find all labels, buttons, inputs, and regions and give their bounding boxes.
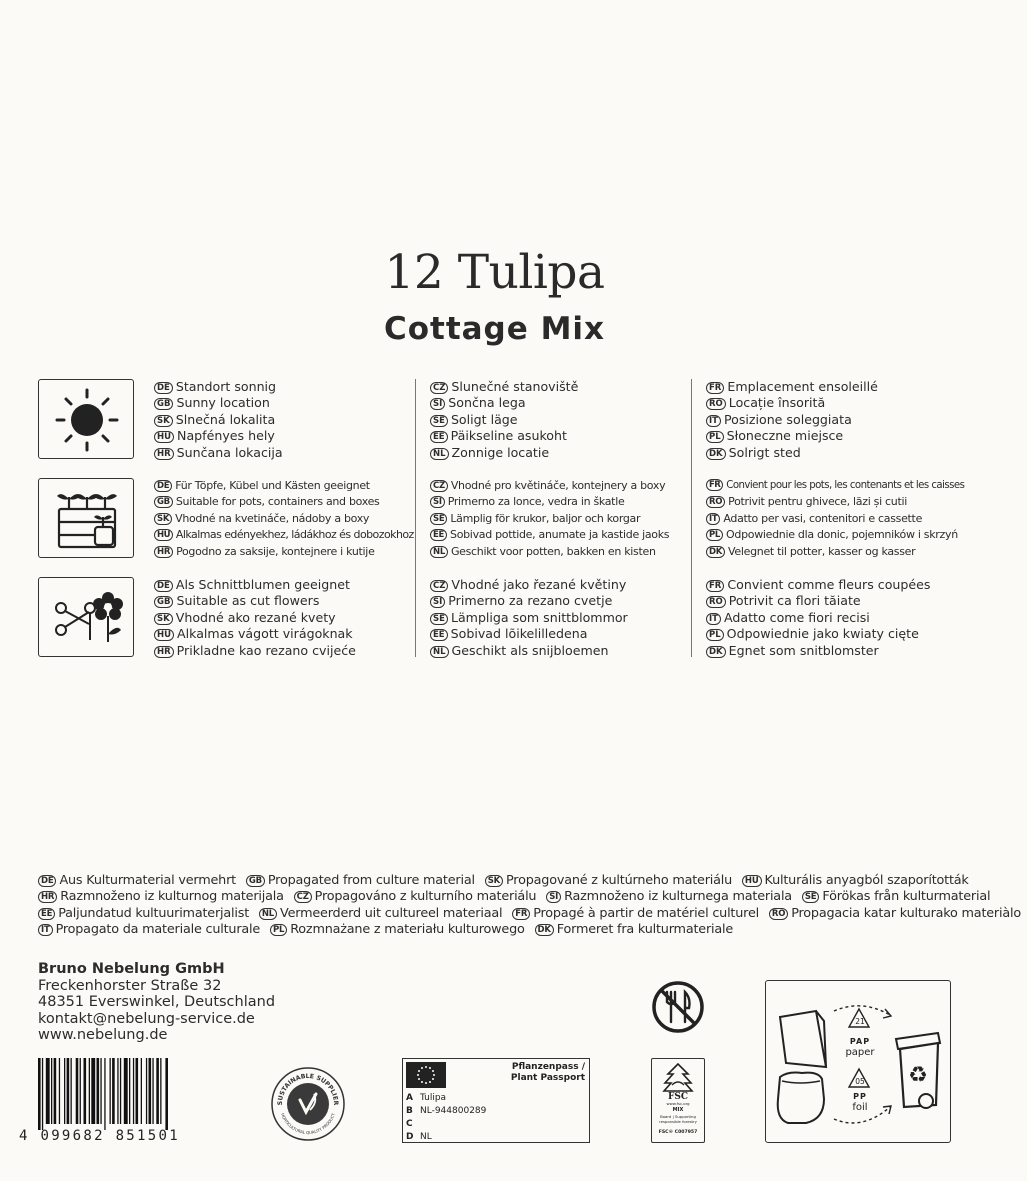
country-code: HR — [154, 646, 174, 658]
barcode-bar — [54, 1058, 57, 1124]
passport-value: NL — [420, 1132, 432, 1142]
info-text: Convient comme fleurs coupées — [727, 577, 931, 592]
info-text: Napfényes hely — [177, 428, 275, 444]
foil-code: 05 — [855, 1077, 865, 1086]
country-code: RO — [706, 596, 726, 608]
info-text: Primerno za rezano cvetje — [448, 593, 613, 609]
barcode-bar — [64, 1058, 65, 1124]
company-email[interactable]: kontakt@nebelung-service.de — [38, 1010, 255, 1027]
company-address — [38, 961, 275, 1044]
info-text: Sobivad pottide, anumate ja kastide jaoks — [450, 528, 670, 542]
country-code: HR — [38, 891, 57, 903]
info-text: Vhodné pro květináče, kontejnery a boxy — [450, 479, 666, 492]
passport-value: Tulipa — [420, 1093, 447, 1103]
info-column — [154, 577, 424, 659]
info-text: Päikseline asukoht — [450, 428, 567, 444]
passport-key: A — [406, 1093, 413, 1103]
country-code: DE — [154, 480, 172, 492]
country-code: SI — [430, 596, 445, 608]
country-code: HU — [154, 431, 174, 443]
barcode-bar — [156, 1058, 159, 1124]
info-text: Geschikt voor potten, bakken en kisten — [450, 544, 656, 558]
country-code: DE — [38, 875, 56, 887]
fsc-brand: FSC — [667, 1092, 689, 1102]
info-text: Alkalmas edényekhez, ládákhoz és dobozokhoz — [175, 528, 414, 542]
barcode-bar — [117, 1058, 118, 1124]
svg-text:♻: ♻ — [908, 1063, 928, 1088]
country-code: CZ — [430, 382, 448, 394]
planter-box-icon — [38, 478, 134, 558]
country-code: SE — [430, 415, 448, 427]
barcode-bar — [100, 1058, 101, 1124]
barcode-bar — [104, 1058, 105, 1130]
plant-passport — [402, 1058, 590, 1143]
info-column — [430, 478, 700, 560]
info-column — [706, 379, 976, 461]
barcode-bar — [124, 1058, 128, 1124]
no-cutlery-icon — [651, 980, 705, 1034]
country-code: GB — [246, 875, 265, 887]
sun-icon — [38, 379, 134, 459]
propagation-text: Rozmnażane z materiału kulturowego — [290, 922, 525, 938]
country-code: SK — [154, 613, 173, 625]
country-code: HR — [154, 448, 174, 460]
country-code: EE — [430, 629, 448, 641]
barcode-bar — [51, 1058, 52, 1124]
propagation-text: Propagato da materiale culturale — [55, 922, 261, 938]
info-text: Posizione soleggiata — [723, 411, 852, 427]
country-code: DK — [706, 646, 726, 658]
country-code: CZ — [430, 480, 448, 492]
company-website[interactable]: www.nebelung.de — [38, 1027, 168, 1044]
seal-subtext: HORTICULTURAL QUALITY PRODUCT — [280, 1112, 336, 1136]
country-code: EE — [430, 431, 448, 443]
barcode-bar — [91, 1058, 95, 1124]
passport-title-en: Plant Passport — [510, 1073, 585, 1083]
info-text: Solrigt sted — [728, 444, 801, 460]
barcode-bar — [112, 1058, 115, 1124]
country-code: DK — [706, 448, 726, 460]
country-code: DK — [706, 546, 725, 558]
country-code: RO — [706, 398, 726, 410]
country-code: PL — [706, 431, 724, 443]
country-code: CZ — [430, 580, 448, 592]
barcode-bar — [136, 1058, 139, 1124]
info-text: Slunečné stanoviště — [451, 379, 579, 394]
scissors-flower-icon — [38, 577, 134, 657]
info-text: Vhodné na kvetináče, nádoby a boxy — [175, 511, 370, 525]
info-text: Convient pour les pots, les contenants et les caisses — [726, 480, 965, 491]
fsc-mix-label: MIX — [672, 1107, 684, 1113]
fsc-desc: responsible forestry — [659, 1119, 697, 1124]
country-code: GB — [154, 496, 173, 508]
country-code: RO — [706, 496, 725, 508]
country-code: SE — [430, 513, 447, 525]
info-text: Adatto per vasi, contenitori e cassette — [723, 511, 923, 525]
country-code: PL — [706, 629, 724, 641]
barcode-bar — [76, 1058, 79, 1124]
barcode-bar — [59, 1058, 60, 1124]
info-text: Soligt läge — [450, 411, 518, 427]
fsc-site: www.fsc.org — [666, 1101, 690, 1106]
info-column — [706, 478, 976, 560]
foil-label: foil — [852, 1102, 868, 1113]
country-code: SK — [154, 513, 172, 525]
recycling-bin-icon — [896, 1033, 940, 1108]
info-column — [154, 379, 424, 461]
barcode-bar — [84, 1058, 87, 1124]
info-text: Słoneczne miejsce — [726, 428, 844, 444]
country-code: HU — [154, 529, 173, 541]
country-code: FR — [512, 908, 530, 920]
info-text: Geschikt als snijbloemen — [451, 642, 609, 658]
country-code: EE — [430, 529, 447, 541]
country-code: DK — [535, 924, 554, 936]
barcode-bar — [71, 1058, 72, 1124]
info-text: Als Schnittblumen geeignet — [175, 577, 350, 592]
info-text: Potrivit pentru ghivece, lăzi și cutii — [728, 495, 907, 509]
info-text: Potrivit ca flori tăiate — [728, 593, 861, 609]
country-code: GB — [154, 596, 173, 608]
barcode-digit-group: 099682 — [40, 1128, 105, 1144]
product-title: 12 Tulipa — [384, 245, 605, 300]
eu-flag-icon — [406, 1062, 446, 1088]
info-text: Lämplig för krukor, baljor och korgar — [450, 511, 641, 525]
country-code: HU — [742, 875, 762, 887]
country-code: FR — [706, 382, 724, 394]
propagation-text: Förökas från kulturmaterial — [822, 889, 991, 905]
barcode-bar — [38, 1058, 41, 1130]
propagation-text: Razmnoženo iz kulturnega materiala — [564, 889, 792, 905]
info-column — [430, 379, 700, 461]
country-code: FR — [706, 580, 724, 592]
product-subtitle: Cottage Mix — [383, 311, 606, 347]
info-text: Sunny location — [176, 395, 270, 411]
info-text: Suitable for pots, containers and boxes — [175, 495, 380, 509]
barcode-bar — [146, 1058, 147, 1124]
passport-value: NL-944800289 — [420, 1106, 487, 1116]
info-text: Velegnet til potter, kasser og kasser — [728, 544, 916, 558]
info-column — [154, 478, 424, 560]
company-name: Bruno Nebelung GmbH — [38, 961, 225, 977]
barcode-bar — [89, 1058, 90, 1124]
country-code: SI — [430, 398, 445, 410]
barcode-bar — [160, 1058, 161, 1124]
paper-icon — [780, 1011, 826, 1067]
info-text: Sončna lega — [448, 395, 526, 411]
barcode-bar — [80, 1058, 81, 1124]
company-street: Freckenhorster Straße 32 — [38, 977, 222, 994]
fsc-code: FSC® C007957 — [658, 1130, 698, 1135]
country-code: DE — [154, 382, 173, 394]
barcode-bar — [165, 1058, 168, 1130]
country-code: EE — [38, 908, 55, 920]
propagation-text: Kulturális anyagból szaporították — [764, 873, 969, 888]
info-text: Locație însorită — [728, 395, 826, 411]
info-text: Sobivad lõikelilledena — [450, 626, 588, 642]
info-text: Suitable as cut flowers — [176, 593, 320, 609]
country-code: GB — [154, 398, 173, 410]
passport-key: D — [406, 1132, 414, 1142]
country-code: SK — [154, 415, 173, 427]
recycling-box — [765, 980, 951, 1143]
passport-key: C — [406, 1119, 413, 1129]
country-code: SI — [546, 891, 561, 903]
country-code: IT — [706, 415, 721, 427]
seal-text: SUSTAINABLE SUPPLIER — [276, 1072, 340, 1106]
info-text: Primerno za lonce, vedra in škatle — [447, 495, 625, 509]
info-column — [706, 577, 976, 659]
info-text: Odpowiednie dla donic, pojemników i skrzyń — [726, 528, 958, 542]
country-code: SK — [485, 875, 503, 887]
paper-abbr: PAP — [849, 1037, 871, 1046]
propagation-text: Propagované z kultúrneho materiálu — [506, 873, 733, 888]
country-code: HU — [154, 629, 174, 641]
info-text: Emplacement ensoleillé — [727, 379, 878, 394]
barcode-digits — [19, 1128, 204, 1144]
country-code: CZ — [294, 891, 312, 903]
country-code: IT — [38, 924, 53, 936]
barcode-bar — [97, 1058, 100, 1124]
barcode-bars — [38, 1058, 201, 1130]
foil-abbr: PP — [853, 1092, 867, 1101]
info-text: Lämpliga som snittblommor — [450, 609, 628, 625]
info-text: Egnet som snitblomster — [728, 642, 879, 658]
propagation-text: Propagé à partir de matériel culturel — [533, 905, 759, 921]
country-code: IT — [706, 613, 721, 625]
fsc-desc: Board | Supporting — [660, 1114, 696, 1119]
info-text: Adatto come fiori recisi — [723, 609, 870, 625]
propagation-text: Propagated from culture material — [267, 873, 475, 888]
propagation-text: Vermeerderd uit cultureel materiaal — [280, 905, 503, 921]
barcode-bar — [120, 1058, 121, 1124]
barcode-bar — [129, 1058, 130, 1124]
barcode-bar — [110, 1058, 111, 1124]
propagation-notice — [38, 873, 1021, 939]
country-code: SE — [430, 613, 448, 625]
info-text: Vhodné jako řezané květiny — [451, 577, 627, 592]
propagation-text: Paljundatud kultuurimaterjalist — [58, 905, 250, 921]
info-text: Pogodno za saksije, kontejnere i kutije — [176, 544, 375, 558]
info-column — [430, 577, 700, 659]
company-city: 48351 Everswinkel, Deutschland — [38, 994, 276, 1011]
paper-label: paper — [845, 1047, 875, 1058]
info-text: Sunčana lokacija — [176, 444, 283, 460]
info-text: Prikladne kao rezano cvijeće — [176, 642, 356, 658]
country-code: SI — [430, 496, 445, 508]
info-text: Alkalmas vágott virágoknak — [177, 626, 353, 642]
info-text: Standort sonnig — [175, 379, 277, 394]
propagation-text: Razmnoženo iz kulturnog materijala — [60, 889, 284, 905]
propagation-text: Formeret fra kulturmateriale — [556, 922, 734, 938]
country-code: NL — [259, 908, 277, 920]
barcode — [19, 1058, 201, 1144]
barcode-digit-group: 851501 — [115, 1128, 180, 1144]
propagation-text: Propagacia katar kulturako materiàlo — [791, 905, 1021, 921]
country-code: PL — [706, 529, 723, 541]
barcode-bar — [141, 1058, 142, 1124]
barcode-bar — [67, 1058, 70, 1124]
foil-bag-icon — [778, 1073, 824, 1124]
barcode-bar — [46, 1058, 50, 1124]
barcode-bar — [152, 1058, 153, 1124]
fsc-logo — [651, 1058, 705, 1143]
passport-title-de: Pflanzenpass / — [511, 1062, 585, 1072]
country-code: DE — [154, 580, 173, 592]
country-code: NL — [430, 646, 449, 658]
country-code: HR — [154, 546, 173, 558]
country-code: IT — [706, 513, 720, 525]
info-text: Vhodné ako rezané kvety — [175, 609, 336, 625]
country-code: NL — [430, 448, 449, 460]
info-text: Zonnige locatie — [451, 444, 550, 460]
info-text: Slnečná lokalita — [175, 411, 276, 427]
barcode-bar — [149, 1058, 152, 1124]
country-code: SE — [802, 891, 820, 903]
paper-code: 21 — [855, 1017, 865, 1026]
info-text: Odpowiednie jako kwiaty cięte — [726, 626, 919, 642]
country-code: RO — [769, 908, 788, 920]
country-code: NL — [430, 546, 448, 558]
sustainable-supplier-seal — [270, 1066, 346, 1142]
propagation-text: Aus Kulturmaterial vermehrt — [59, 873, 236, 888]
propagation-text: Propagováno z kulturního materiálu — [314, 889, 537, 905]
barcode-digit-group: 4 — [19, 1128, 30, 1144]
barcode-bar — [133, 1058, 134, 1124]
country-code: PL — [270, 924, 287, 936]
info-text: Für Töpfe, Kübel und Kästen geeignet — [175, 479, 370, 492]
country-code: FR — [706, 479, 723, 491]
passport-key: B — [406, 1106, 413, 1116]
barcode-bar — [42, 1058, 43, 1130]
